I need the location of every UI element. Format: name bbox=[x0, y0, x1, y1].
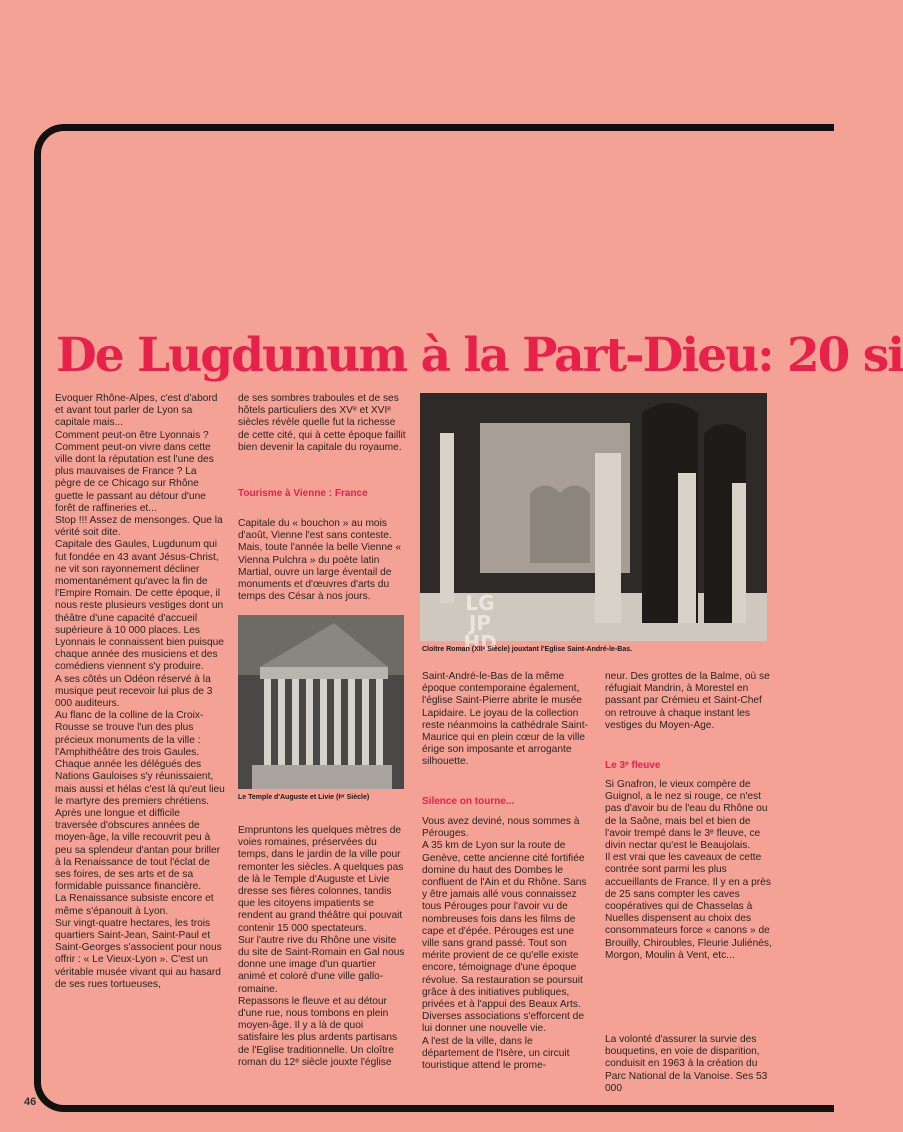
column-3-top-text: Saint-André-le-Bas de la même époque contemporaine également, l'église Saint-Pierre abrite le musée Lapidaire. Le joyau de la collection reste néanmoins la cathédrale Saint-Maurice qui en plein cœur de la ville érige son imposante et arrogante silhouette. bbox=[422, 671, 588, 768]
temple-photo bbox=[238, 615, 404, 789]
cloister-photo-caption: Cloître Roman (XIIᵉ Siècle) jouxtant l'Eglise Saint-André-le-Bas. bbox=[422, 646, 633, 653]
column-4-top-text: neur. Des grottes de la Balme, où se réfugiait Mandrin, à Morestel en passant par Crémieu et Saint-Chef on retrouve à chaque instant les vestiges du Moyen-Age. bbox=[605, 671, 773, 731]
page-number: 46 bbox=[24, 1096, 37, 1108]
column-3-bottom-text: Vous avez deviné, nous sommes à Pérouges. A 35 km de Lyon sur la route de Genève, cette ancienne cité fortifiée domine du haut des Dombes le confluent de l'Ain et du Rhône. Sans y être jamais allé vous connaissez tous Pérouges pour l'avoir vu de nombreuses fois dans les films de cape et d'épée. Pérouges est une ville sans grand passé. Tout son mérite provient de ce qu'elle existe encore, témoignage d'une époque révolue. Sa restauration se poursuit grâce à des initiatives publiques, privées et à l'appui des Beaux Arts. Diverses associations s'efforcent de lui donner une nouvelle vie. A l'est de la ville, dans le département de l'Isère, un circuit touristique attend le prome- bbox=[422, 816, 587, 1072]
temple-photo-caption: Le Temple d'Auguste et Livie (Iᵉʳ Siècle) bbox=[238, 794, 370, 801]
column-2-mid-text: Capitale du « bouchon » au mois d'août, Vienne l'est sans conteste. Mais, toute l'année la belle Vienne « Vienna Pulchra » du poète latin Martial, ouvre un large éventail de monuments et d'œuvres d'arts du temps des César à nos jours. bbox=[238, 518, 405, 603]
subheading-silence-on-tourne: Silence on tourne... bbox=[422, 796, 515, 807]
subheading-tourisme-vienne: Tourisme à Vienne : France bbox=[238, 488, 368, 499]
column-4-bottom-text: La volonté d'assurer la survie des bouquetins, en voie de disparition, conduisit en 1963 à la création du Parc National de la Vanoise. Ses 53 000 bbox=[605, 1034, 771, 1094]
column-2-bottom-text: Empruntons les quelques mètres de voies romaines, préservées du temps, dans le jardin de la ville pour remonter les siècles. A quelques pas de là le Temple d'Auguste et Livie dresse ses fières colonnes, tandis que les citoyens impatients se rendent au grand théâtre qui pouvait contenir 15 000 spectateurs. Sur l'autre rive du Rhône une visite du site de Saint-Romain en Gal nous donne une image d'un quartier animé et coloré d'une ville gallo-romaine. Repassons le fleuve et au détour d'une rue, nous tombons en plein moyen-âge. Il y a là de quoi satisfaire les plus ardents partisans de l'Eglise traditionnelle. Un cloître roman du 12ᵉ siècle jouxte l'église bbox=[238, 825, 405, 1068]
temple-illustration bbox=[238, 615, 404, 789]
watermark-text: LG JP HD bbox=[463, 591, 497, 655]
column-2-top-text: de ses sombres traboules et de ses hôtels particuliers des XVᵉ et XVIᵉ siècles révèle quelle fut la richesse de cette cité, qui à cette époque faillit bien devenir la capitale du royaume. bbox=[238, 393, 409, 453]
column-1-text: Evoquer Rhône-Alpes, c'est d'abord et avant tout parler de Lyon sa capitale mais... Comment peut-on être Lyonnais ? Comment peut-on vivre dans cette ville dont la réputation est l'une des plus mauvaises de France ? La pègre de ce Chicago sur Rhône guette le passant au détour d'une forêt de raffineries et... Stop !!! Assez de mensonges. Que la vérité soit dite. Capitale des Gaules, Lugdunum qui fut fondée en 43 avant Jésus-Christ, ne vit son rayonnement décliner momentanément qu'avec la fin de l'Empire Romain. De cette époque, il nous reste plusieurs vestiges dont un théâtre d'une capacité d'accueil supérieure à 10 000 places. Les Lyonnais le connaissent bien puisque chaque année des musiciens et des comédiens viennent s'y produire. A ses côtés un Odéon réservé à la musique peut recevoir lui plus de 3 000 auditeurs. Au flanc de la colline de la Croix-Rousse se trouve l'un des plus précieux monuments de la ville : l'Amphithéâtre des trois Gaules. Chaque année les délégués des Nations Gauloises s'y réunissaient, mais aussi et hélas c'est là qu'eut lieu le martyre des premiers chrétiens. Après une longue et difficile traversée d'obscures années de moyen-âge, la ville recouvrit peu à peu sa splendeur d'antan pour briller à la Renaissance de tout l'éclat de ses foires, de ses arts et de sa formidable puissance financière. La Renaissance subsiste encore et même s'épanouit à Lyon. Sur vingt-quatre hectares, les trois quartiers Saint-Jean, Saint-Paul et Saint-Georges s'associent pour nous offrir : « Le Vieux-Lyon ». C'est un véritable musée vivant qui au hasard de ses rues tortueuses, bbox=[55, 393, 225, 990]
column-4-mid-text: Si Gnafron, le vieux compère de Guignol, a le nez si rouge, ce n'est pas d'avoir bu de l'eau du Rhône ou de la Saône, mais bel et bien de l'avoir trempé dans le 3ᵉ fleuve, ce divin nectar qu'est le Beaujolais. Il est vrai que les caveaux de cette contrée sont parmi les plus accueillants de France. Il y en a près de 25 sans compter les caves coopératives qui de Chasselas à Nuelles dispensent au choix des consommateurs force « canons » de Brouilly, Chiroubles, Fleurie Juliénés, Morgon, Moulin à Vent, etc... bbox=[605, 779, 772, 961]
article-headline: De Lugdunum à la Part-Dieu: 20 si bbox=[56, 328, 903, 383]
subheading-le-3e-fleuve: Le 3ᵉ fleuve bbox=[605, 760, 661, 771]
